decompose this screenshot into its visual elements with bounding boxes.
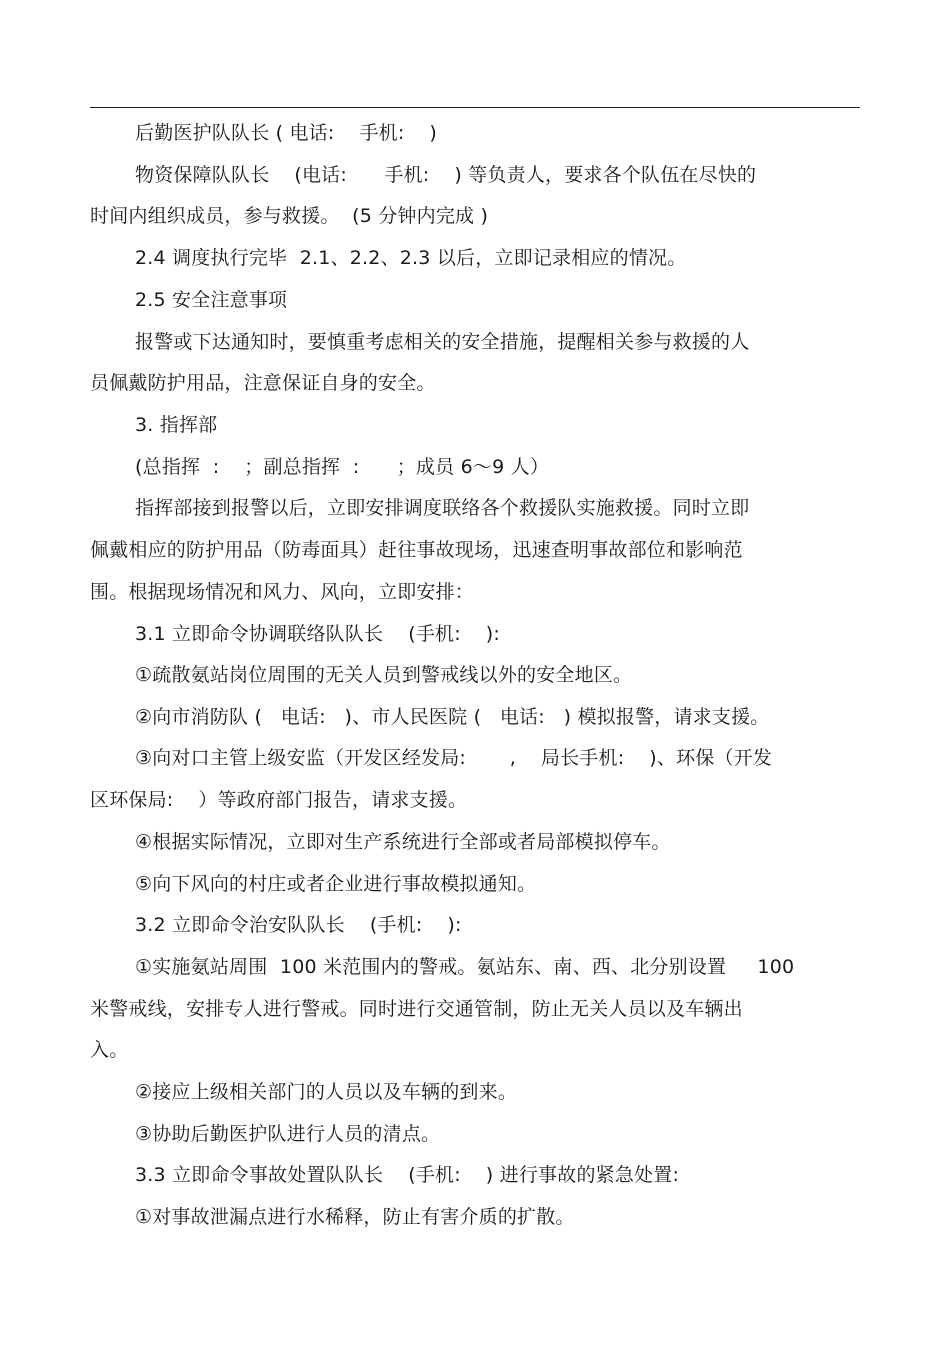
list-item: ①实施氨站周围 100 米范围内的警戒。氨站东、南、西、北分别设置 100 [135, 956, 795, 978]
text-line: 围。根据现场情况和风力、风向，立即安排： [90, 581, 475, 603]
list-item: ③向对口主管上级安监（开发区经发局: , 局长手机: )、环保（开发 [135, 747, 773, 769]
text-line: 员佩戴防护用品，注意保证自身的安全。 [90, 372, 436, 394]
text-line: 后勤医护队队长 ( 电话: 手机: ) [135, 122, 438, 144]
text-line: 报警或下达通知时，要慎重考虑相关的安全措施，提醒相关参与救援的人 [135, 331, 750, 353]
section-heading: 3. 指挥部 [135, 414, 218, 436]
list-item: ③协助后勤医护队进行人员的清点。 [135, 1123, 441, 1145]
text-line: 佩戴相应的防护用品（防毒面具）赶往事故现场，迅速查明事故部位和影响范 [90, 539, 743, 561]
text-line: (总指挥 : ；副总指挥 : ；成员 6～9 人） [135, 456, 550, 478]
section-heading: 3.2 立即命令治安队队长 (手机: ): [135, 914, 462, 936]
section-heading: 3.3 立即命令事故处置队队长 (手机: ) 进行事故的紧急处置: [135, 1164, 680, 1186]
list-item: ④根据实际情况，立即对生产系统进行全部或者局部模拟停车。 [135, 831, 671, 853]
text-line: 物资保障队队长 (电话: 手机: ) 等负责人，要求各个队伍在尽快的 [135, 164, 757, 186]
list-item: ②向市消防队 ( 电话: )、市人民医院 ( 电话: ) 模拟报警，请求支援。 [135, 706, 770, 728]
text-line: 指挥部接到报警以后，立即安排调度联络各个救援队实施救援。同时立即 [135, 497, 750, 519]
list-item: ①疏散氨站岗位周围的无关人员到警戒线以外的安全地区。 [135, 664, 633, 686]
text-line: 米警戒线，安排专人进行警戒。同时进行交通管制，防止无关人员以及车辆出 [90, 998, 743, 1020]
list-item: ①对事故泄漏点进行水稀释，防止有害介质的扩散。 [135, 1206, 575, 1228]
text-line: 区环保局: ）等政府部门报告，请求支援。 [90, 789, 468, 811]
list-item: ②接应上级相关部门的人员以及车辆的到来。 [135, 1081, 518, 1103]
text-line: 入。 [90, 1039, 129, 1061]
text-line: 2.4 调度执行完毕 2.1、2.2、2.3 以后，立即记录相应的情况。 [135, 247, 687, 269]
text-line: 时间内组织成员，参与救援。 (5 分钟内完成 ) [90, 205, 489, 227]
section-heading: 3.1 立即命令协调联络队队长 (手机: ): [135, 623, 501, 645]
list-item: ⑤向下风向的村庄或者企业进行事故模拟通知。 [135, 873, 537, 895]
header-rule [90, 107, 860, 108]
section-heading: 2.5 安全注意事项 [135, 289, 288, 311]
